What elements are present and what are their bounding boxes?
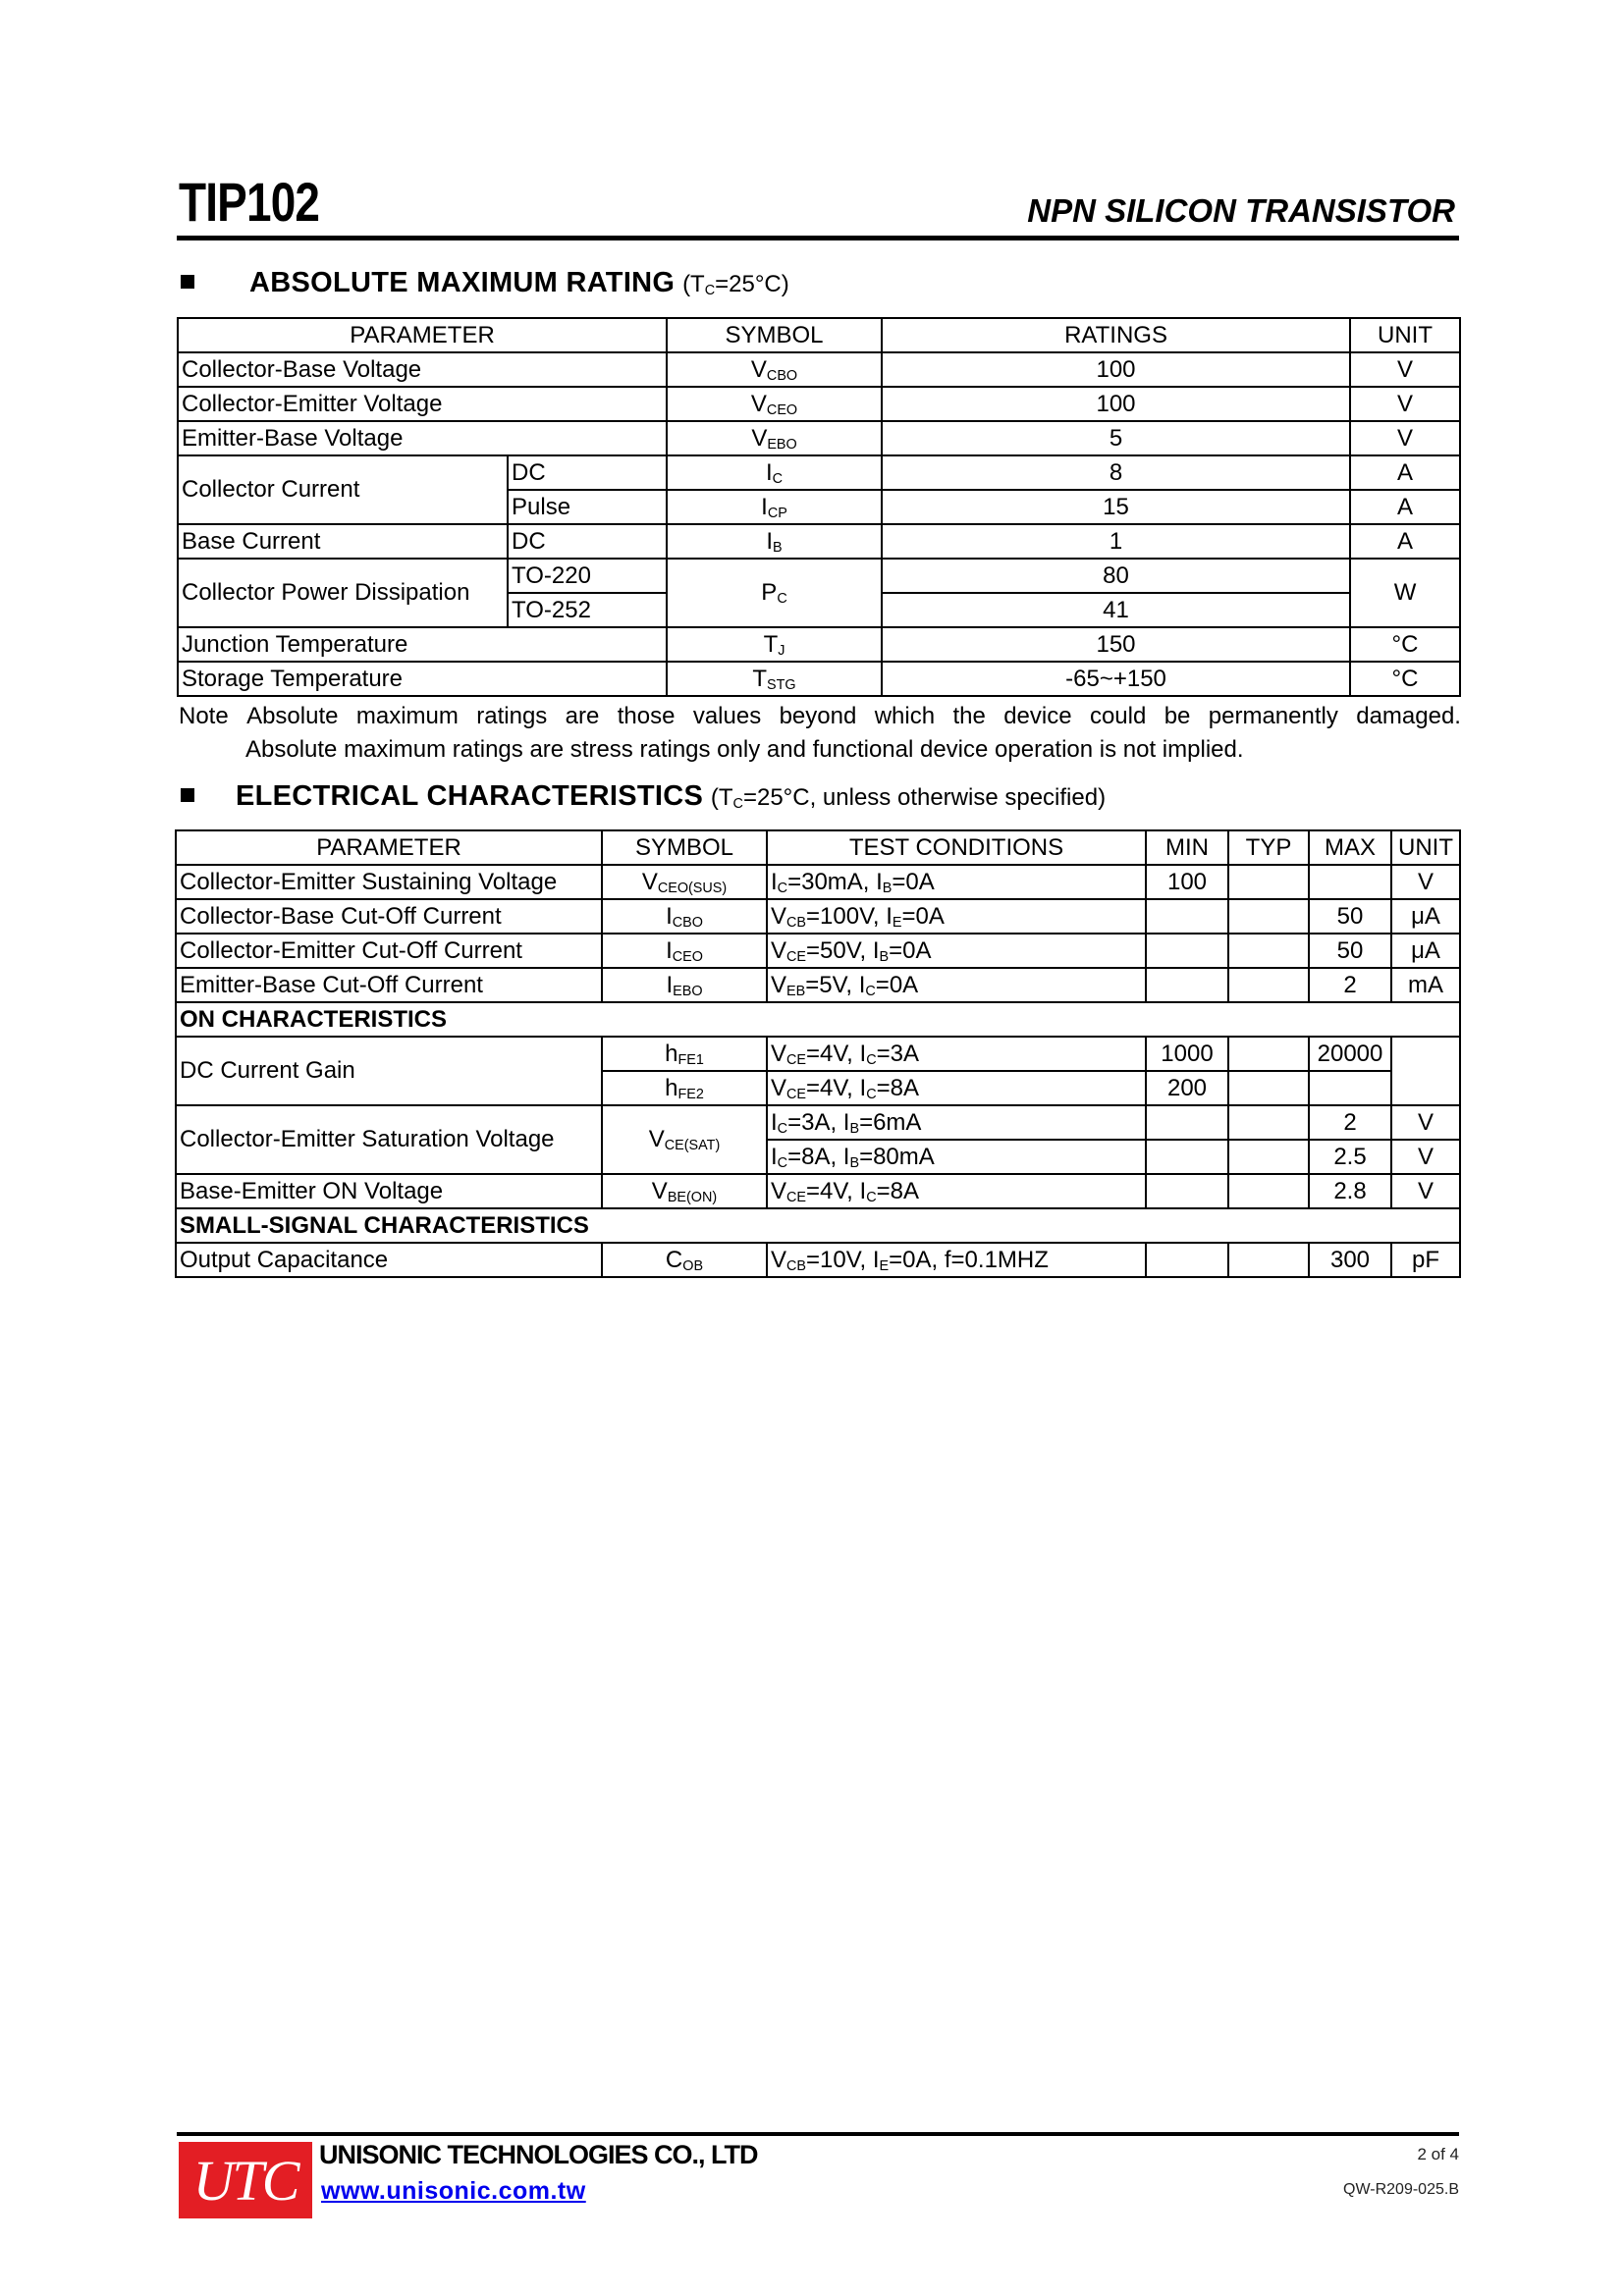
table-row: TO-252 41 xyxy=(178,593,1460,627)
table-row: Base-Emitter ON Voltage $V_{BE(ON)}$ $V_{CE}=4V$, $I_C=8A$ 2.8 V xyxy=(176,1174,1460,1208)
table-row: Collector-Emitter Sustaining Voltage $V_{CEO(SUS)}$ $I_C=30mA$, $I_B=0A$ 100 V xyxy=(176,865,1460,899)
electrical-characteristics-table xyxy=(175,829,1461,1278)
table-row: $I_C=8A$, $I_B=80mA$ 2.5 V xyxy=(176,1140,1460,1174)
symbol-cell: $I_B$ xyxy=(667,524,882,559)
table-header-row xyxy=(176,830,1460,865)
symbol-cell: $T_{STG}$ xyxy=(667,662,882,696)
test-condition-cell: $I_C=8A$, $I_B=80mA$ xyxy=(767,1140,1146,1174)
test-condition-cell: $V_{CB}=10V$, $I_E=0A$, f=0.1MHZ xyxy=(767,1243,1146,1277)
table-row: Emitter-Base Cut-Off Current $I_{EBO}$ $V_{EB}=5V$, $I_C=0A$ 2 mA xyxy=(176,968,1460,1002)
on-characteristics-header: ON CHARACTERISTICS xyxy=(176,1002,1460,1037)
page-number: 2 of 4 xyxy=(1417,2145,1459,2163)
table-row: Collector-Emitter Voltage $V_{CEO}$ 100 V xyxy=(178,387,1460,421)
col-header: TEST CONDITIONS xyxy=(767,830,1146,865)
table-row: Junction Temperature $T_J$ 150 °C xyxy=(178,627,1460,662)
col-header: MAX xyxy=(1309,830,1391,865)
col-header: PARAMETER xyxy=(176,830,602,865)
footer-divider xyxy=(177,2132,1459,2136)
amr-note xyxy=(179,700,1461,767)
utc-logo xyxy=(179,2142,312,2218)
table-row: Collector-Base Voltage $V_{CBO}$ 100 V xyxy=(178,352,1460,387)
symbol-cell: $I_{CEO}$ xyxy=(602,934,767,968)
table-row: DC Current Gain $h_{FE1}$ $V_{CE}=4V$, $I_C=3A$ 1000 20000 xyxy=(176,1037,1460,1071)
ec-heading xyxy=(181,780,1106,813)
test-condition-cell: $V_{CE}=4V$, $I_C=3A$ xyxy=(767,1037,1146,1071)
symbol-cell: $V_{CBO}$ xyxy=(667,352,882,387)
col-header: RATINGS xyxy=(882,318,1350,352)
section-header-row xyxy=(176,1002,1460,1037)
page-header xyxy=(177,167,1459,240)
col-header: SYMBOL xyxy=(602,830,767,865)
table-row: Collector Power Dissipation TO-220 $P_C$ 80 W xyxy=(178,559,1460,593)
symbol-cell: $I_C$ xyxy=(667,455,882,490)
ec-condition: ($T_C=25^\circ C$, unless otherwise specified) xyxy=(710,784,1107,812)
table-row: Storage Temperature $T_{STG}$ -65~+150 °C xyxy=(178,662,1460,696)
table-row: Collector-Emitter Cut-Off Current $I_{CEO}$ $V_{CE}=50V$, $I_B=0A$ 50 μA xyxy=(176,934,1460,968)
absolute-maximum-rating-table xyxy=(177,317,1461,697)
logo-text: UTC xyxy=(192,2148,298,2213)
test-condition-cell: $I_C=3A$, $I_B=6mA$ xyxy=(767,1105,1146,1140)
symbol-cell: $V_{CE(SAT)}$ xyxy=(602,1105,767,1174)
table-row: $h_{FE2}$ $V_{CE}=4V$, $I_C=8A$ 200 xyxy=(176,1071,1460,1105)
symbol-cell: $P_C$ xyxy=(667,559,882,627)
col-header: MIN xyxy=(1146,830,1228,865)
table-row: Base Current DC $I_B$ 1 A xyxy=(178,524,1460,559)
test-condition-cell: $V_{CB}=100V$, $I_E=0A$ xyxy=(767,899,1146,934)
device-type: NPN SILICON TRANSISTOR xyxy=(1027,192,1455,229)
symbol-cell: $I_{CBO}$ xyxy=(602,899,767,934)
symbol-cell: $V_{CEO(SUS)}$ xyxy=(602,865,767,899)
ec-title: ELECTRICAL CHARACTERISTICS xyxy=(236,780,704,812)
section-header-row xyxy=(176,1208,1460,1243)
symbol-cell: $I_{CP}$ xyxy=(667,490,882,524)
square-bullet-icon xyxy=(181,275,194,289)
website-link[interactable]: www.unisonic.com.tw xyxy=(321,2177,586,2205)
document-number: QW-R209-025.B xyxy=(1343,2181,1459,2198)
col-header: SYMBOL xyxy=(667,318,882,352)
symbol-cell: $I_{EBO}$ xyxy=(602,968,767,1002)
symbol-cell: $h_{FE1}$ xyxy=(602,1037,767,1071)
test-condition-cell: $V_{CE}=4V$, $I_C=8A$ xyxy=(767,1071,1146,1105)
table-row: Collector-Emitter Saturation Voltage $V_{CE(SAT)}$ $I_C=3A$, $I_B=6mA$ 2 V xyxy=(176,1105,1460,1140)
col-header: UNIT xyxy=(1350,318,1460,352)
note-line-2: Absolute maximum ratings are stress ratings only and functional device operation is not implied. xyxy=(245,736,1244,763)
table-row: Collector-Base Cut-Off Current $I_{CBO}$ $V_{CB}=100V$, $I_E=0A$ 50 μA xyxy=(176,899,1460,934)
col-header: UNIT xyxy=(1391,830,1460,865)
table-header-row xyxy=(178,318,1460,352)
test-condition-cell: $V_{EB}=5V$, $I_C=0A$ xyxy=(767,968,1146,1002)
symbol-cell: $h_{FE2}$ xyxy=(602,1071,767,1105)
test-condition-cell: $I_C=30mA$, $I_B=0A$ xyxy=(767,865,1146,899)
table-row: Output Capacitance $C_{OB}$ $V_{CB}=10V$, $I_E=0A$, f=0.1MHZ 300 pF xyxy=(176,1243,1460,1277)
table-row: Collector Current DC $I_C$ 8 A xyxy=(178,455,1460,490)
symbol-cell: $V_{BE(ON)}$ xyxy=(602,1174,767,1208)
table-row: Pulse $I_{CP}$ 15 A xyxy=(178,490,1460,524)
part-number: TIP102 xyxy=(179,171,320,233)
small-signal-characteristics-header: SMALL-SIGNAL CHARACTERISTICS xyxy=(176,1208,1460,1243)
symbol-cell: $C_{OB}$ xyxy=(602,1243,767,1277)
col-header: TYP xyxy=(1228,830,1309,865)
table-row: Emitter-Base Voltage $V_{EBO}$ 5 V xyxy=(178,421,1460,455)
symbol-cell: $V_{CEO}$ xyxy=(667,387,882,421)
amr-condition: $(T_C=25^\circ C)$ xyxy=(682,271,789,298)
square-bullet-icon xyxy=(181,788,194,802)
amr-heading xyxy=(181,267,789,299)
symbol-cell: $T_J$ xyxy=(667,627,882,662)
company-name: UNISONIC TECHNOLOGIES CO., LTD xyxy=(319,2140,758,2169)
col-header: PARAMETER xyxy=(178,318,667,352)
test-condition-cell: $V_{CE}=4V$, $I_C=8A$ xyxy=(767,1174,1146,1208)
amr-title: ABSOLUTE MAXIMUM RATING xyxy=(249,267,676,298)
note-line-1: Note Absolute maximum ratings are those values beyond which the device could be permanently damaged. xyxy=(179,703,1461,729)
symbol-cell: $V_{EBO}$ xyxy=(667,421,882,455)
test-condition-cell: $V_{CE}=50V$, $I_B=0A$ xyxy=(767,934,1146,968)
